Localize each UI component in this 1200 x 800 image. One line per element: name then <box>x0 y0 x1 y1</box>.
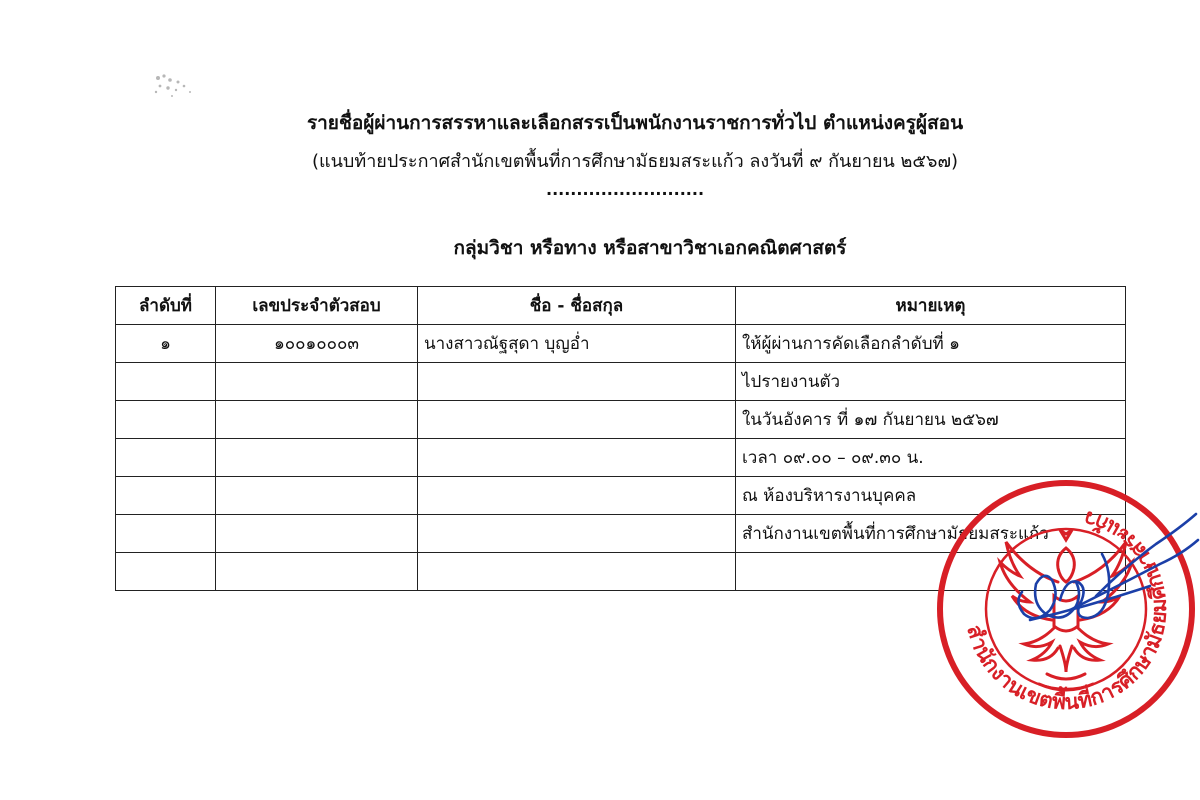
cell-name <box>418 363 736 401</box>
seal-text: สำนักงานเขตพื้นที่การศึกษามัธยมศึกษาสระแก้ว <box>962 506 1172 715</box>
cell-no <box>116 553 216 591</box>
separator-dots: .......................... <box>545 180 705 199</box>
table-row <box>116 439 1126 477</box>
header-remark: หมายเหตุ <box>736 287 1126 325</box>
cell-no <box>116 477 216 515</box>
cell-name <box>418 439 736 477</box>
table-row <box>116 325 1126 363</box>
cell-exam-id <box>216 363 418 401</box>
signature <box>1000 500 1200 660</box>
table-row <box>116 363 1126 401</box>
cell-remark: ในวันอังคาร ที่ ๑๗ กันยายน ๒๕๖๗ <box>736 401 1126 439</box>
header-name: ชื่อ - ชื่อสกุล <box>418 287 736 325</box>
cell-exam-id <box>216 401 418 439</box>
header-no: ลำดับที่ <box>116 287 216 325</box>
cell-remark: ไปรายงานตัว <box>736 363 1126 401</box>
cell-no <box>116 401 216 439</box>
scan-smudge <box>150 70 198 100</box>
cell-no <box>116 515 216 553</box>
cell-no <box>116 439 216 477</box>
cell-remark: ให้ผู้ผ่านการคัดเลือกลำดับที่ ๑ <box>736 325 1126 363</box>
cell-exam-id <box>216 553 418 591</box>
cell-exam-id <box>216 477 418 515</box>
cell-exam-id: ๑๐๐๑๐๐๐๓ <box>216 325 418 363</box>
cell-exam-id <box>216 439 418 477</box>
cell-no: ๑ <box>116 325 216 363</box>
cell-name <box>418 477 736 515</box>
cell-no <box>116 363 216 401</box>
cell-remark: เวลา ๐๙.๐๐ – ๐๙.๓๐ น. <box>736 439 1126 477</box>
cell-name <box>418 553 736 591</box>
table-row <box>116 401 1126 439</box>
cell-name: นางสาวณัฐสุดา บุญอ่ำ <box>418 325 736 363</box>
cell-name <box>418 401 736 439</box>
subject-group-heading: กลุ่มวิชา หรือทาง หรือสาขาวิชาเอกคณิตศาสตร์ <box>453 237 847 259</box>
cell-remark: ณ ห้องบริหารงานบุคคล <box>736 477 1126 515</box>
document-title: รายชื่อผู้ผ่านการสรรหาและเลือกสรรเป็นพนักงานราชการทั่วไป ตำแหน่งครูผู้สอน <box>306 112 964 134</box>
cell-remark: สำนักงานเขตพื้นที่การศึกษามัธยมสระแก้ว <box>736 515 1126 553</box>
cell-name <box>418 515 736 553</box>
table-header-row <box>116 287 1126 325</box>
header-exam-id: เลขประจำตัวสอบ <box>216 287 418 325</box>
document-subtitle: (แนบท้ายประกาศสำนักเขตพื้นที่การศึกษามัธยมสระแก้ว ลงวันที่ ๙ กันยายน ๒๕๖๗) <box>311 151 959 172</box>
cell-exam-id <box>216 515 418 553</box>
